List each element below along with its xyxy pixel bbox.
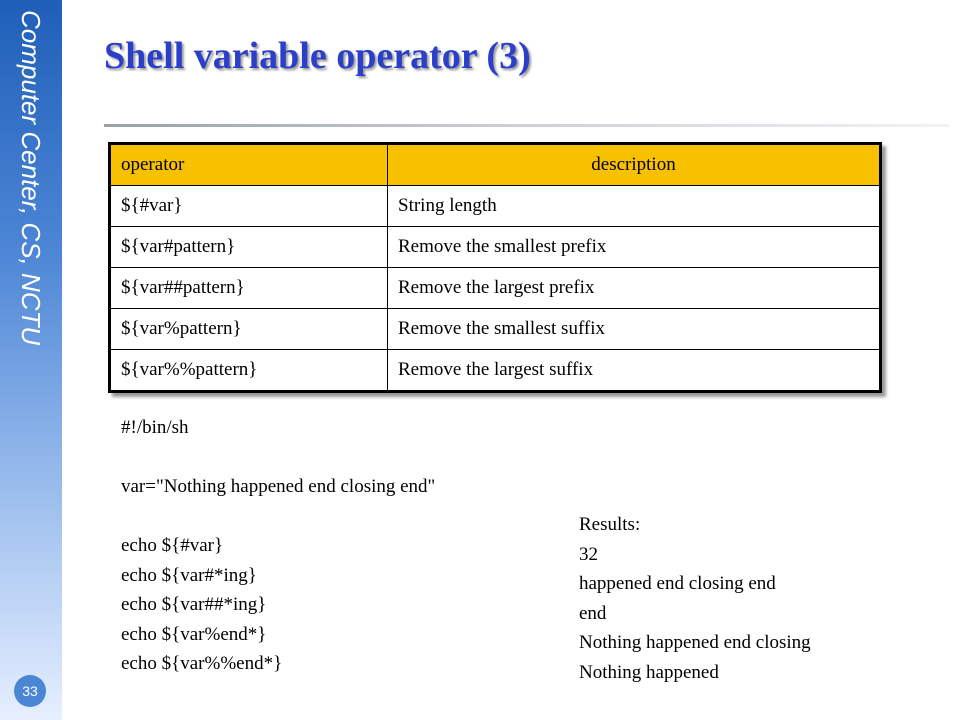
result-line: end bbox=[579, 602, 607, 624]
code-blank-line bbox=[121, 502, 435, 532]
code-shebang: #!/bin/sh bbox=[121, 417, 189, 438]
operator-table bbox=[108, 142, 882, 393]
operator-cell: ${var%pattern} bbox=[110, 309, 388, 350]
description-cell: Remove the smallest suffix bbox=[388, 309, 881, 350]
sidebar-label: Computer Center, CS, NCTU bbox=[16, 10, 46, 346]
code-echo-line: echo ${#var} bbox=[121, 535, 224, 556]
code-echo-line: echo ${var#*ing} bbox=[121, 564, 257, 586]
code-echo-line: echo ${var%end*} bbox=[121, 623, 267, 645]
operator-cell: ${#var} bbox=[110, 186, 388, 227]
result-line: Nothing happened end closing bbox=[579, 632, 811, 653]
header-description: description bbox=[388, 144, 881, 186]
results-block bbox=[579, 510, 811, 687]
code-echo-line: echo ${var##*ing} bbox=[121, 594, 267, 615]
description-cell: String length bbox=[388, 186, 881, 227]
page-number-badge: 33 bbox=[14, 675, 46, 707]
title-underline bbox=[104, 124, 950, 127]
result-line: Nothing happened bbox=[579, 661, 719, 683]
header-operator: operator bbox=[110, 144, 388, 186]
slide-title: Shell variable operator (3) bbox=[104, 35, 531, 77]
result-line: happened end closing end bbox=[579, 573, 776, 594]
operator-cell: ${var%%pattern} bbox=[110, 350, 388, 392]
table-row bbox=[110, 186, 881, 227]
script-code-block bbox=[121, 413, 435, 679]
result-line: 32 bbox=[579, 543, 598, 565]
description-cell: Remove the smallest prefix bbox=[388, 227, 881, 268]
table-header-row bbox=[110, 144, 881, 186]
sidebar bbox=[0, 0, 62, 720]
description-cell: Remove the largest suffix bbox=[388, 350, 881, 392]
operator-cell: ${var##pattern} bbox=[110, 268, 388, 309]
description-cell: Remove the largest prefix bbox=[388, 268, 881, 309]
results-label: Results: bbox=[579, 514, 641, 535]
code-assignment: var="Nothing happened end closing end" bbox=[121, 476, 436, 497]
table-row bbox=[110, 309, 881, 350]
table-row bbox=[110, 350, 881, 392]
table-row bbox=[110, 227, 881, 268]
code-blank-line bbox=[121, 443, 435, 473]
code-echo-line: echo ${var%%end*} bbox=[121, 653, 283, 674]
operator-cell: ${var#pattern} bbox=[110, 227, 388, 268]
table-row bbox=[110, 268, 881, 309]
